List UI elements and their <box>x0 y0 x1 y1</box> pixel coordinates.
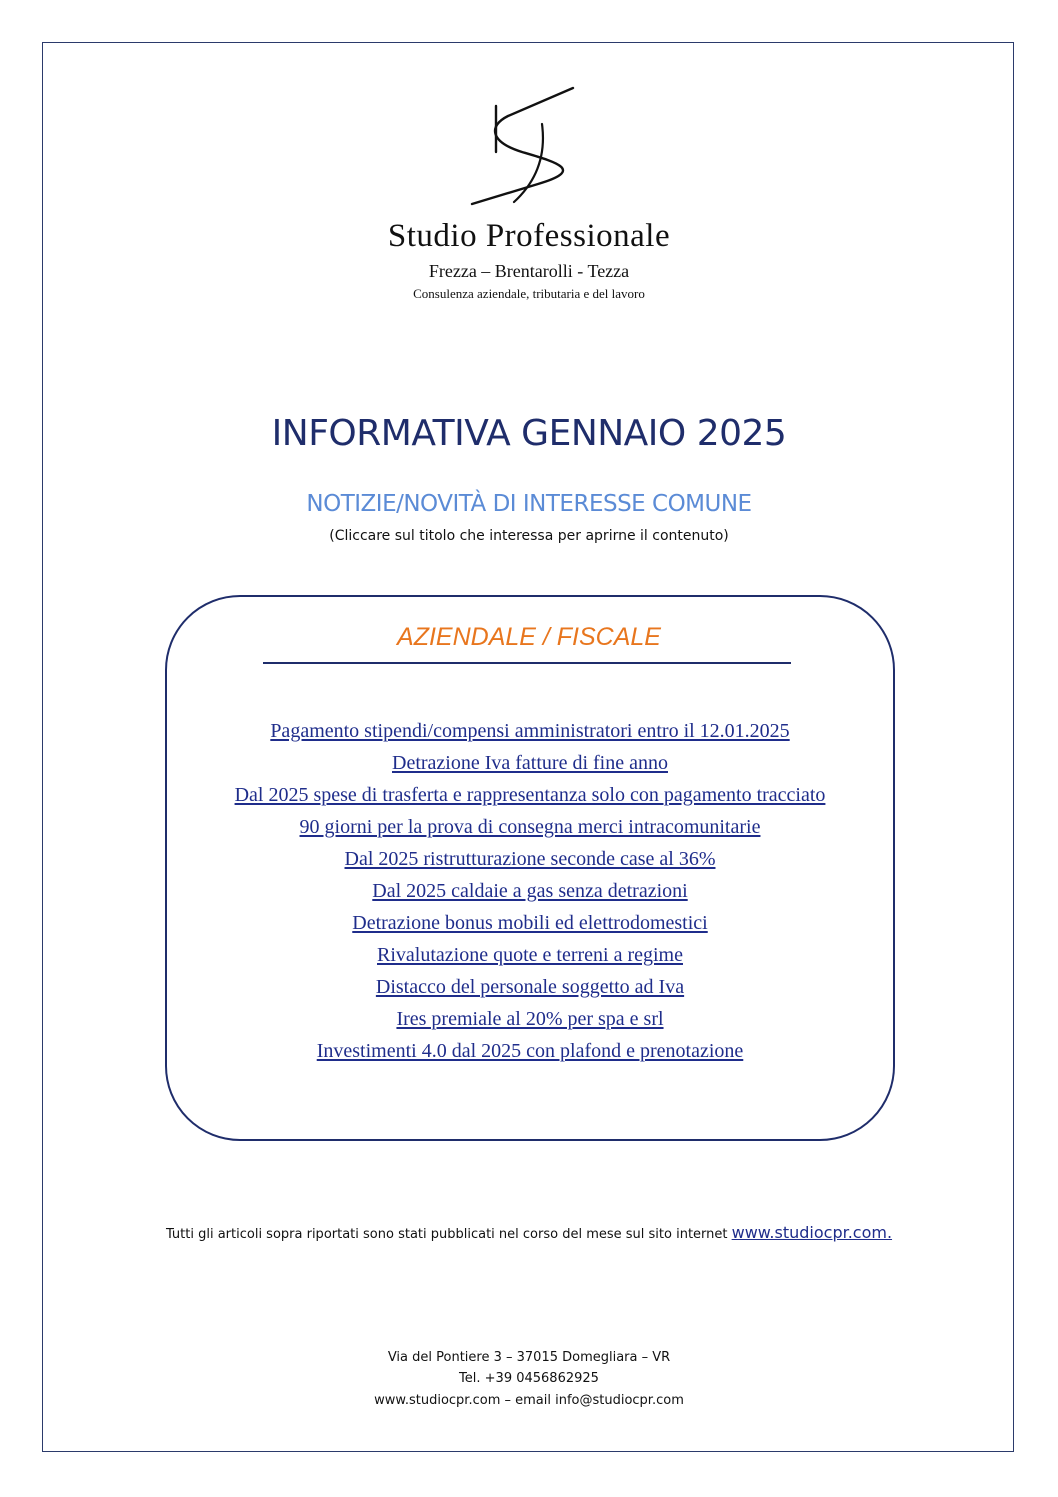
article-link-distacco[interactable]: Distacco del personale soggetto ad Iva <box>375 976 685 998</box>
website-link[interactable]: www.studiocpr.com. <box>731 1223 893 1242</box>
footer-phone: Tel. +39 0456862925 <box>459 1371 599 1386</box>
list-item <box>165 939 895 971</box>
click-instruction: (Cliccare sul titolo che interessa per aprirne il contenuto) <box>329 528 729 544</box>
list-item <box>165 875 895 907</box>
footer-address: Via del Pontiere 3 – 37015 Domegliara – VR <box>387 1350 671 1365</box>
section-divider <box>263 662 791 664</box>
footer-contacts: www.studiocpr.com – email info@studiocpr.com <box>374 1393 684 1408</box>
article-link-stipendi[interactable]: Pagamento stipendi/compensi amministratori entro il 12.01.2025 <box>270 720 790 742</box>
publish-note-text: Tutti gli articoli sopra riportati sono stati pubblicati nel corso del mese sul sito internet <box>165 1227 732 1242</box>
article-link-consegna-merci[interactable]: 90 giorni per la prova di consegna merci intracomunitarie <box>299 816 761 838</box>
list-item <box>165 1035 895 1067</box>
list-item <box>165 907 895 939</box>
article-link-ires-premiale[interactable]: Ires premiale al 20% per spa e srl <box>396 1008 664 1030</box>
article-list <box>165 715 895 1067</box>
list-item <box>165 971 895 1003</box>
page-title: INFORMATIVA GENNAIO 2025 <box>271 413 787 454</box>
list-item <box>165 715 895 747</box>
article-link-rivalutazione[interactable]: Rivalutazione quote e terreni a regime <box>377 944 683 966</box>
list-item <box>165 747 895 779</box>
page-subtitle: NOTIZIE/NOVITÀ DI INTERESSE COMUNE <box>306 491 752 517</box>
list-item <box>165 811 895 843</box>
article-link-bonus-mobili[interactable]: Detrazione bonus mobili ed elettrodomestici <box>352 912 708 934</box>
article-link-caldaie[interactable]: Dal 2025 caldaie a gas senza detrazioni <box>372 880 688 902</box>
article-link-detrazione-iva[interactable]: Detrazione Iva fatture di fine anno <box>392 752 668 774</box>
publish-note <box>0 1223 1058 1242</box>
list-item <box>165 843 895 875</box>
article-link-ristrutturazione[interactable]: Dal 2025 ristrutturazione seconde case al 36% <box>344 848 716 870</box>
list-item <box>165 779 895 811</box>
list-item <box>165 1003 895 1035</box>
article-link-spese-trasferta[interactable]: Dal 2025 spese di trasferta e rappresentanza solo con pagamento tracciato <box>234 784 826 806</box>
studio-partners: Frezza – Brentarolli - Tezza <box>428 261 630 281</box>
article-link-investimenti[interactable]: Investimenti 4.0 dal 2025 con plafond e prenotazione <box>316 1040 744 1062</box>
studio-name: Studio Professionale <box>387 218 671 254</box>
studio-logo-icon <box>460 82 590 212</box>
studio-tagline: Consulenza aziendale, tributaria e del lavoro <box>413 286 645 301</box>
section-heading: AZIENDALE / FISCALE <box>397 623 661 651</box>
